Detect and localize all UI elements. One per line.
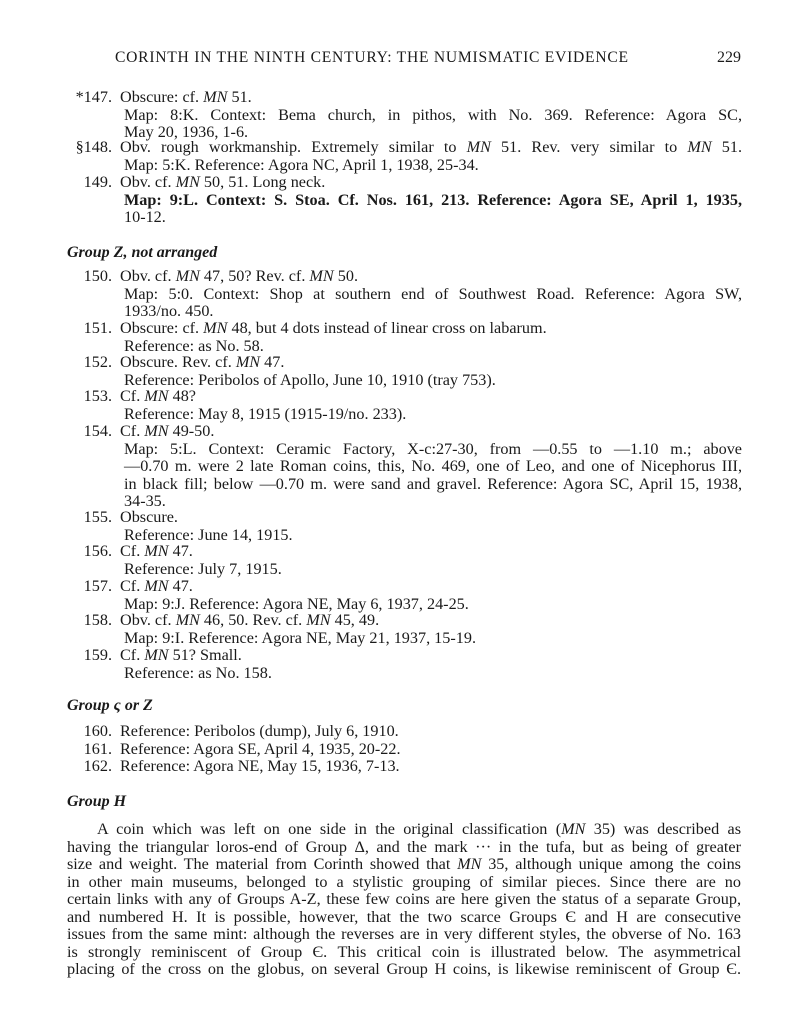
body-paragraph <box>67 821 741 979</box>
entry-line: Reference: as No. 58. <box>124 336 264 355</box>
entry-line: Map: 9:J. Reference: Agora NE, May 6, 1937, 24-25. <box>124 594 469 613</box>
entry-line: Reference: May 8, 1915 (1915-19/no. 233). <box>124 404 407 423</box>
paragraph-line: size and weight. The material from Corinth showed that MN 35, although unique among the coins <box>67 855 741 873</box>
entry-number: 149. <box>83 173 112 191</box>
paragraph-line: A coin which was left on one side in the original classification (MN 35) was described as <box>97 820 741 838</box>
paragraph-line: is strongly reminiscent of Group Є. This critical coin is illustrated below. The asymmetrical <box>67 942 741 961</box>
entry-line: Obv. cf. MN 47, 50? Rev. cf. MN 50. <box>120 267 358 285</box>
entry-line: Map: 5:K. Reference: Agora NC, April 1, 1938, 25-34. <box>124 155 479 174</box>
paragraph-line: certain links with any of Groups A-Z, these few coins are here given the status of a separate Group, <box>67 890 741 908</box>
paragraph-line: placing of the cross on the globus, on several Group H coins, is likewise reminiscent of Group Є. <box>67 960 741 978</box>
entry-line: Reference: Peribolos (dump), July 6, 1910. <box>120 722 399 740</box>
entry-line: Reference: Agora SE, April 4, 1935, 20-22. <box>120 740 401 758</box>
entry-line: in black fill; below —0.70 m. were sand and gravel. Reference: Agora SC, April 15, 1938, <box>124 474 742 493</box>
paragraph-line: having the triangular loros-end of Group Δ, and the mark ··· in the tufa, but as being of greater <box>67 837 741 856</box>
entry-number: 160. <box>83 722 112 740</box>
entry-number: 155. <box>83 508 112 526</box>
entry-line: Map: 5:L. Context: Ceramic Factory, X-c:27-30, from —0.55 to —1.10 m.; above <box>124 439 742 458</box>
entry-line: Cf. MN 51? Small. <box>120 646 242 664</box>
entry-line: Map: 8:K. Context: Bema church, in pithos, with No. 369. Reference: Agora SC, <box>124 105 742 124</box>
entry-line: Cf. MN 48? <box>120 387 196 405</box>
page-number: 229 <box>717 49 741 66</box>
running-header <box>115 49 741 71</box>
entry-line: May 20, 1936, 1-6. <box>124 123 249 142</box>
entry-line: Map: 9:L. Context: S. Stoa. Cf. Nos. 161, 213. Reference: Agora SE, April 1, 1935, <box>124 190 742 209</box>
entry-number: 161. <box>83 740 112 758</box>
entry-line: Reference: Agora NE, May 15, 1936, 7-13. <box>120 757 400 775</box>
entry-number: *147. <box>75 88 112 106</box>
entry-line: 34-35. <box>124 492 166 511</box>
entry-number: 153. <box>83 387 112 405</box>
entry-line: Obscure: cf. MN 48, but 4 dots instead of linear cross on labarum. <box>120 319 547 337</box>
entry-line: Obscure: cf. MN 51. <box>120 88 252 106</box>
entry-number: 152. <box>83 353 112 371</box>
entry-number: 156. <box>83 542 112 560</box>
entry-line: 1933/no. 450. <box>124 302 214 321</box>
entry-line: Obscure. <box>120 508 178 526</box>
group-heading: Group Z, not arranged <box>67 244 218 261</box>
entry-number: 157. <box>83 577 112 595</box>
entry-line: Cf. MN 49-50. <box>120 422 215 440</box>
entry-line: Reference: June 14, 1915. <box>124 525 293 544</box>
paragraph-line: issues from the same mint: although the reverses are in very different styles, the obverse of No. 163 <box>67 925 741 943</box>
paragraph-line: and numbered H. It is possible, however, that the two scarce Groups Є and H are consecutive <box>67 907 741 926</box>
entry-line: Cf. MN 47. <box>120 542 193 560</box>
entry-number: 158. <box>83 611 112 629</box>
entry-number: 150. <box>83 267 112 285</box>
entry-line: Reference: Peribolos of Apollo, June 10, 1910 (tray 753). <box>124 370 496 389</box>
entry-line: Reference: as No. 158. <box>124 663 272 682</box>
group-heading: Group H <box>67 793 127 810</box>
entry-line: Obv. cf. MN 46, 50. Rev. cf. MN 45, 49. <box>120 611 380 629</box>
entry-line: Obscure. Rev. cf. MN 47. <box>120 353 285 371</box>
entry-line: Map: 9:I. Reference: Agora NE, May 21, 1937, 15-19. <box>124 628 476 647</box>
entry-line: Cf. MN 47. <box>120 577 193 595</box>
entry-line: Obv. rough workmanship. Extremely similar to MN 51. Rev. very similar to MN 51. <box>120 138 742 156</box>
entry-line: 10-12. <box>124 208 166 227</box>
entry-number: 154. <box>83 422 112 440</box>
entry-number: 151. <box>83 319 112 337</box>
entry-line: —0.70 m. were 2 late Roman coins, this, No. 469, one of Leo, and one of Nicephorus III, <box>124 457 742 476</box>
running-title: CORINTH IN THE NINTH CENTURY: THE NUMISMATIC EVIDENCE <box>115 49 629 66</box>
entry-number: 159. <box>83 646 112 664</box>
paragraph-line: in other main museums, belonged to a stylistic grouping of similar pieces. Since there are no <box>67 872 741 891</box>
group-heading: Group ς or Z <box>67 697 153 714</box>
entry-line: Map: 5:0. Context: Shop at southern end of Southwest Road. Reference: Agora SW, <box>124 284 742 303</box>
entry-number: §148. <box>75 138 112 156</box>
entry-line: Reference: July 7, 1915. <box>124 559 282 578</box>
entry-line: Obv. cf. MN 50, 51. Long neck. <box>120 173 326 191</box>
entry-number: 162. <box>83 757 112 775</box>
